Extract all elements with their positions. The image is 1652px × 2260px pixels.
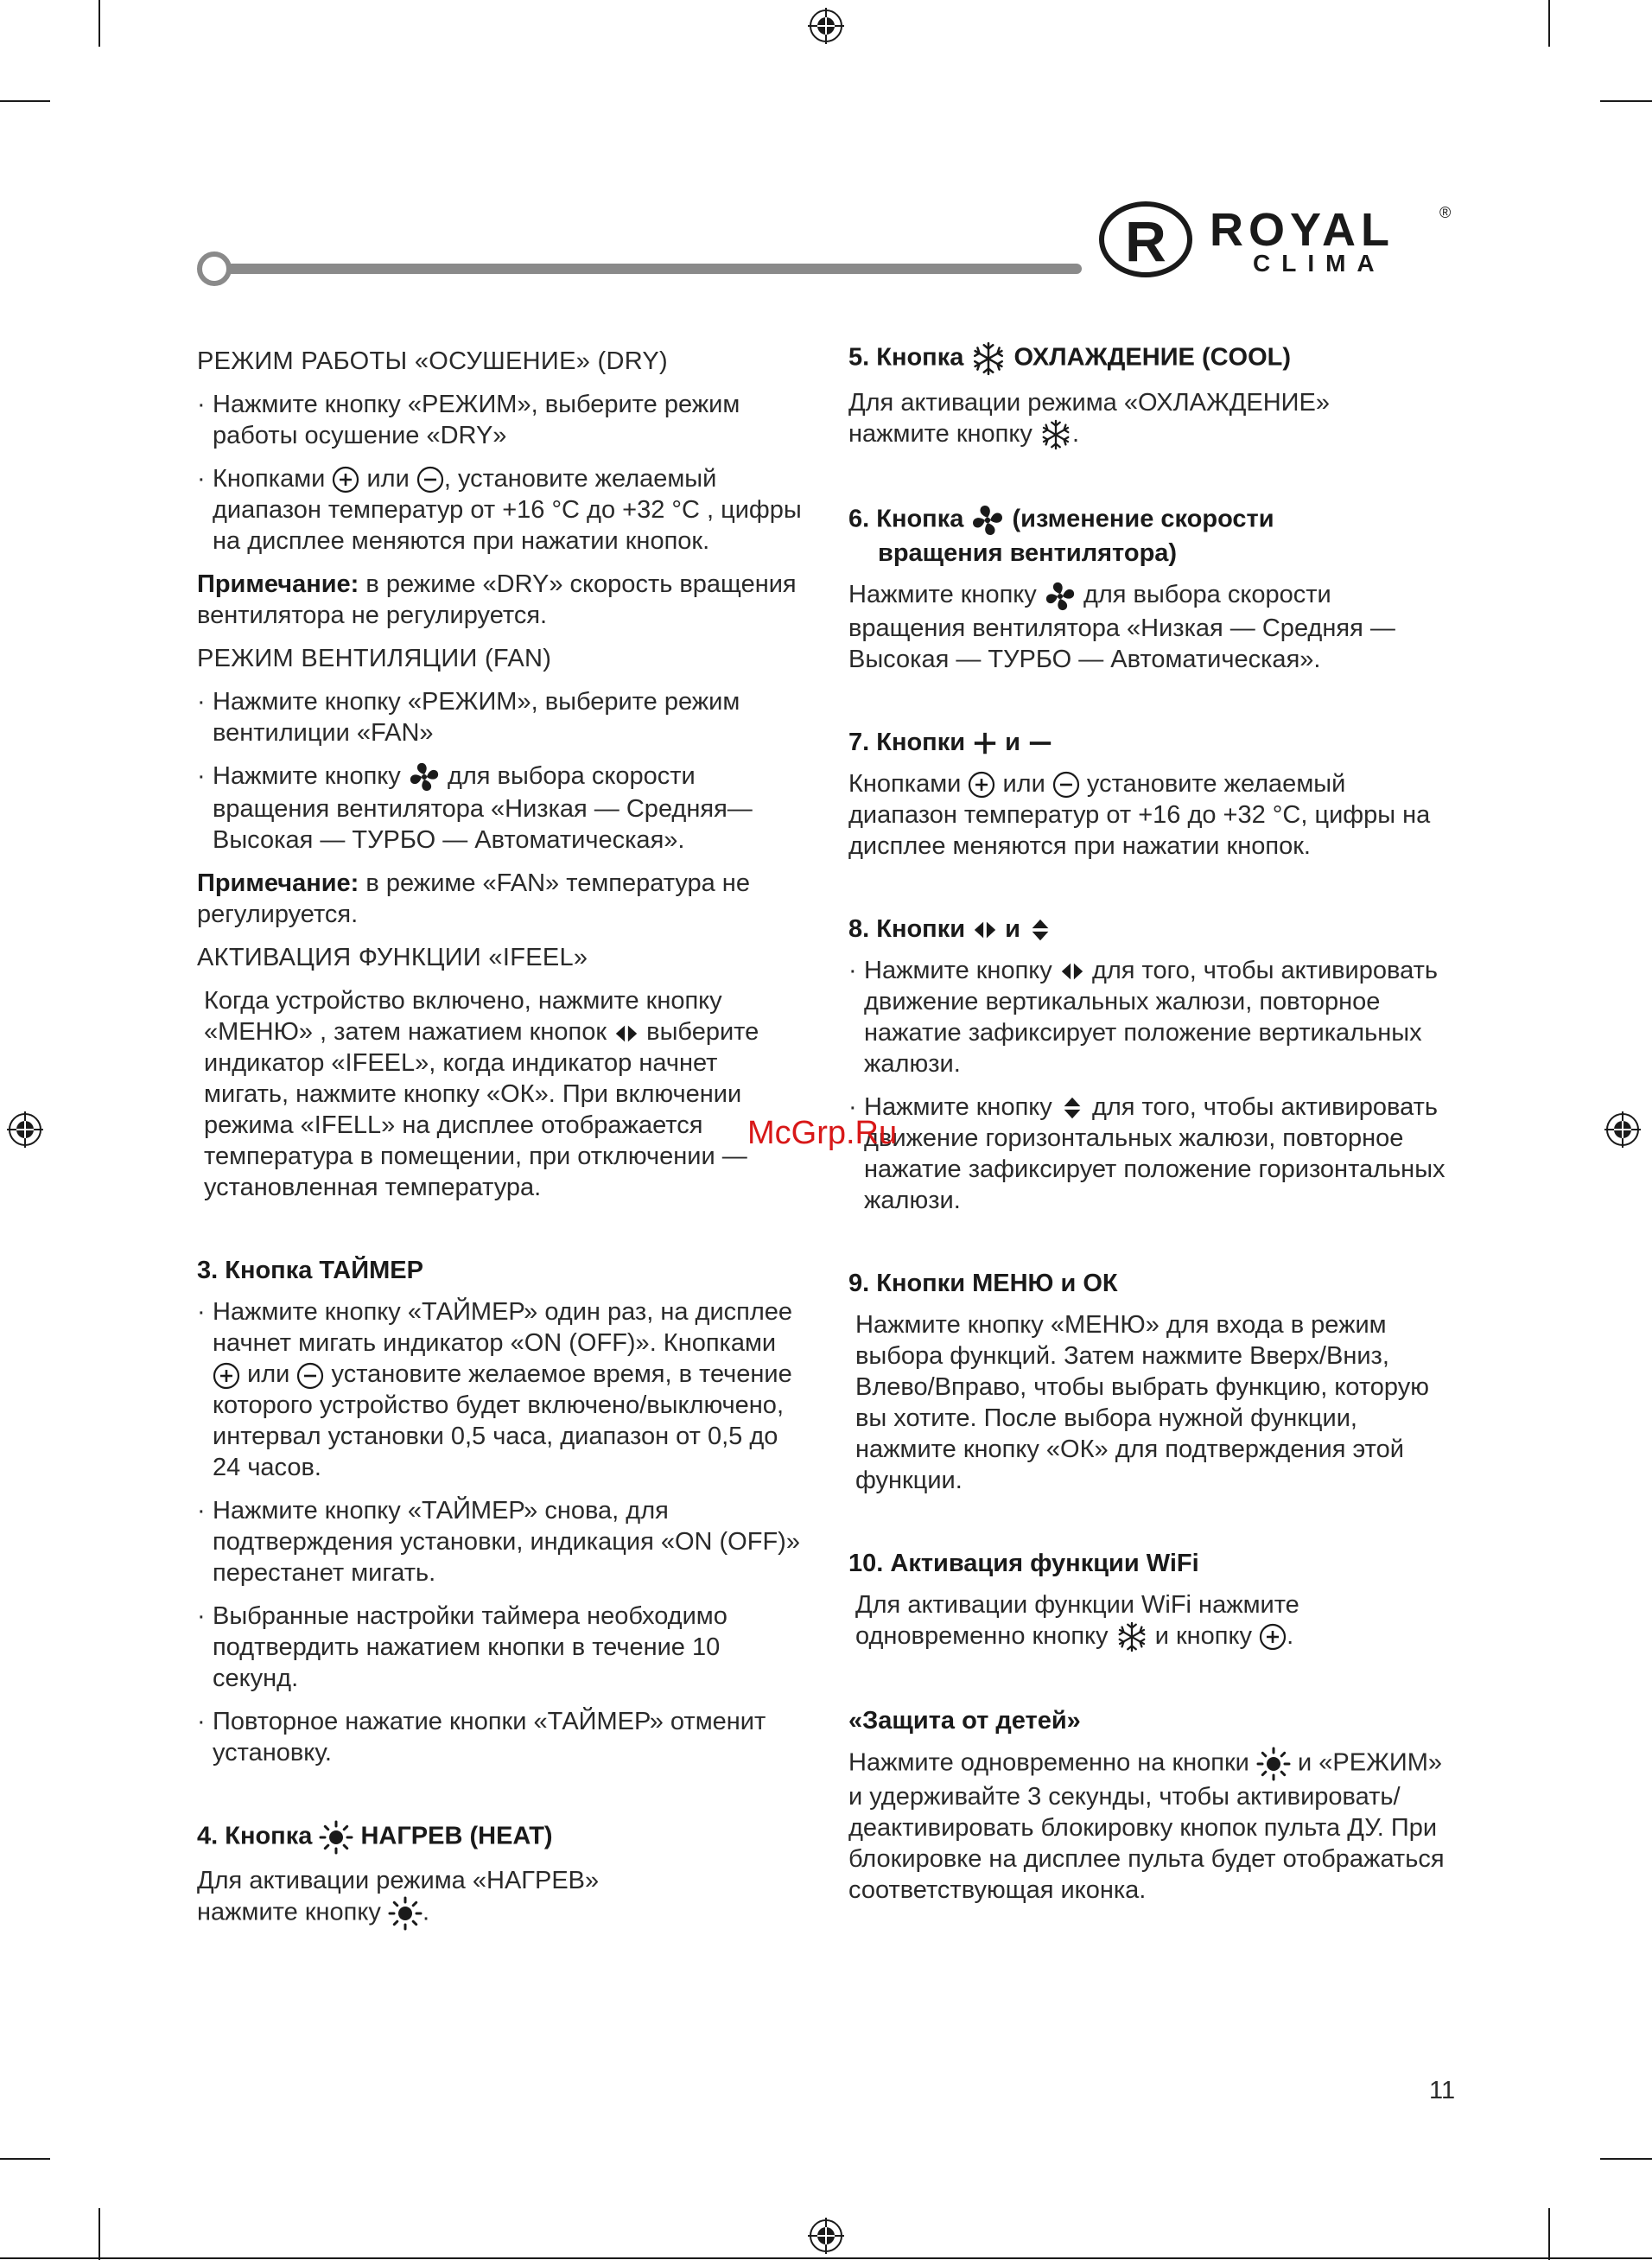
fan-bullet-1 (197, 686, 802, 748)
fan-note-label: Примечание: (197, 869, 359, 898)
child-lock-paragraph-post: и «РЕЖИМ» и удерживайте 3 секунды, чтобы активировать/деактивировать блокировку кнопок пульта ДУ. При блокировке на дисплее пульта будет отображаться соответствующая иконка. (848, 1748, 1445, 1905)
heat-paragraph-period: . (422, 1899, 429, 1926)
plus-minus-heading (848, 727, 1453, 758)
brand-logo (1099, 201, 1462, 278)
swing-bullet-2-pre: Нажмите кнопку (864, 1092, 1052, 1121)
sun-icon (388, 1896, 423, 1931)
fan-bullet-2-pre: Нажмите кнопку (213, 762, 401, 790)
fan-note-text: в режиме «FAN» температура не регулируется. (197, 869, 750, 929)
cool-paragraph-line2: нажмите кнопку (848, 420, 1032, 448)
heat-paragraph-line1: Для активации режима «НАГРЕВ» (197, 1867, 600, 1895)
dry-section-title: РЕЖИМ РАБОТЫ «ОСУШЕНИЕ» (DRY) (197, 347, 669, 375)
crop-mark-top-left-h (0, 100, 50, 102)
cool-paragraph-period: . (1071, 420, 1079, 448)
snowflake-icon (1115, 1620, 1148, 1653)
child-lock-paragraph (848, 1747, 1453, 1906)
heat-heading (197, 1820, 802, 1855)
fan-bullet-2 (197, 761, 802, 856)
left-column (197, 346, 802, 1943)
plus-minus-paragraph-or: или (1002, 769, 1045, 798)
wifi-paragraph-pre: Для активации функции WiFi нажмите одновременно кнопку (855, 1590, 1299, 1650)
swing-heading (848, 914, 1453, 945)
crop-mark-bottom-left-v (98, 2208, 100, 2260)
dry-bullet-2-pre: Кнопками (213, 465, 326, 493)
ifeel-section-title: АКТИВАЦИЯ ФУНКЦИИ «IFEEL» (197, 944, 588, 972)
plus-icon (972, 730, 998, 756)
timer-bullet-2-text: Нажмите кнопку «ТАЙМЕР» снова, для подтверждения установки, индикация «ON (OFF)» перестанет мигать. (213, 1497, 800, 1588)
crop-mark-top-right-h (1600, 100, 1652, 102)
minus-circle-icon (416, 466, 444, 493)
plus-circle-icon (1259, 1623, 1287, 1651)
fan-speed-heading-line2: вращения вентилятора) (878, 539, 1178, 568)
heat-heading-pre: 4. Кнопка (197, 1823, 313, 1850)
left-right-arrows-icon (613, 1021, 639, 1047)
ifeel-text-post: выберите индикатор «IFEEL», когда индикатор начнет мигать, нажмите кнопку «ОК». При включении режима «IFELL» на дисплее отображается температура в помещении, при отключении — установленная температура. (204, 1018, 759, 1202)
wifi-heading: 10. Активация функции WiFi (848, 1549, 1199, 1577)
timer-bullet-1-or: или (247, 1360, 290, 1389)
dry-bullet-2-or: или (366, 465, 410, 493)
timer-bullet-3-text: Выбранные настройки таймера необходимо подтвердить нажатием кнопки в течение 10 секунд. (213, 1602, 728, 1693)
ifeel-paragraph (197, 985, 802, 1203)
dry-bullet-2 (197, 463, 802, 557)
snowflake-icon (970, 341, 1007, 377)
timer-bullet-1 (197, 1296, 802, 1483)
menu-ok-paragraph: Нажмите кнопку «МЕНЮ» для входа в режим выбора функций. Затем нажмите Вверх/Вниз, Влево/Вправо, чтобы выбрать функцию, которую вы хотите. После выбора нужной функции, нажмите кнопку «ОК» для подтверждения этой функции. (855, 1310, 1429, 1494)
heat-heading-post: НАГРЕВ (HEAT) (360, 1823, 553, 1850)
heat-paragraph-line2: нажмите кнопку (197, 1899, 381, 1926)
crop-mark-bottom-right-h (1600, 2158, 1652, 2160)
timer-bullet-1-post: установите желаемое время, в течение которого устройство будет включено/выключено, интервал установки 0,5 часа, диапазон от 0,5 до 24 часов. (213, 1360, 792, 1482)
timer-bullet-2 (197, 1495, 802, 1588)
minus-circle-icon (1052, 771, 1080, 799)
fan-speed-heading-post: (изменение скорости (1012, 506, 1274, 533)
fan-bullet-1-text: Нажмите кнопку «РЕЖИМ», выберите режим вентилиции «FAN» (213, 688, 740, 747)
left-right-arrows-icon (972, 917, 998, 943)
fan-note (197, 868, 802, 930)
bottom-edge-line (0, 2257, 1652, 2259)
plus-circle-icon (332, 466, 359, 493)
plus-minus-heading-pre: 7. Кнопки (848, 728, 966, 756)
crop-mark-bottom-right-v (1548, 2208, 1550, 2260)
timer-bullet-3 (197, 1601, 802, 1694)
minus-circle-icon (296, 1362, 324, 1390)
wifi-paragraph-period: . (1287, 1621, 1294, 1650)
fan-icon (408, 761, 441, 793)
registration-mark-top (806, 6, 846, 46)
fan-speed-heading (848, 503, 1453, 569)
swing-bullet-1-post: для того, чтобы активировать движение вертикальных жалюзи, повторное нажатие зафиксирует положение вертикальных жалюзи. (864, 956, 1438, 1078)
plus-circle-icon (213, 1362, 240, 1390)
swing-bullet-2 (848, 1092, 1453, 1216)
plus-circle-icon (968, 771, 995, 799)
swing-bullet-1 (848, 955, 1453, 1079)
plus-minus-paragraph-pre: Кнопками (848, 769, 962, 798)
child-lock-heading: «Защита от детей» (848, 1707, 1081, 1735)
fan-speed-paragraph (848, 579, 1453, 674)
cool-heading-pre: 5. Кнопка (848, 343, 964, 372)
dry-note (197, 569, 802, 631)
registration-mark-right (1603, 1110, 1642, 1149)
header-bar (226, 264, 1082, 274)
dry-bullet-1 (197, 389, 802, 451)
fan-speed-heading-pre: 6. Кнопка (848, 506, 964, 533)
sun-icon (1256, 1747, 1291, 1781)
fan-section-title: РЕЖИМ ВЕНТИЛЯЦИИ (FAN) (197, 645, 552, 672)
watermark: McGrp.Ru (747, 1115, 898, 1151)
fan-icon (970, 503, 1005, 538)
plus-minus-paragraph (848, 768, 1453, 862)
svg-text:R: R (1125, 209, 1166, 273)
timer-bullet-1-pre: Нажмите кнопку «ТАЙМЕР» один раз, на дисплее начнет мигать индикатор «ON (OFF)». Кнопками (213, 1298, 793, 1358)
crop-mark-top-left-v (98, 0, 100, 47)
dry-note-label: Примечание: (197, 570, 359, 598)
registration-mark-left (5, 1110, 45, 1149)
dry-bullet-1-text: Нажмите кнопку «РЕЖИМ», выберите режим работы осушение «DRY» (213, 391, 740, 449)
dry-note-text: в режиме «DRY» скорость вращения вентилятора не регулируется. (197, 570, 797, 629)
timer-heading: 3. Кнопка ТАЙМЕР (197, 1257, 423, 1285)
sun-icon (319, 1820, 353, 1855)
crop-mark-top-right-v (1548, 0, 1550, 47)
menu-ok-heading: 9. Кнопки МЕНЮ и ОК (848, 1269, 1118, 1297)
minus-icon (1027, 730, 1053, 756)
swing-bullet-1-pre: Нажмите кнопку (864, 956, 1052, 984)
fan-speed-paragraph-pre: Нажмите кнопку (848, 581, 1037, 609)
swing-heading-and: и (1005, 914, 1020, 943)
fan-icon (1044, 580, 1077, 613)
up-down-arrows-icon (1059, 1095, 1085, 1121)
heat-paragraph (197, 1865, 802, 1931)
brand-name-bottom: CLIMA (1253, 250, 1386, 277)
up-down-arrows-icon (1027, 917, 1053, 943)
cool-heading (848, 341, 1453, 377)
swing-heading-pre: 8. Кнопки (848, 914, 966, 943)
brand-name-top: ROYAL (1210, 204, 1395, 256)
wifi-paragraph-mid: и кнопку (1154, 1621, 1252, 1650)
registration-mark-bottom (806, 2216, 846, 2256)
brand-logo-icon (1099, 201, 1194, 278)
plus-minus-paragraph-post: установите желаемый диапазон температур от +16 до +32 °C, цифры на дисплее меняются при нажатии кнопок. (848, 769, 1431, 860)
snowflake-icon (1039, 418, 1072, 451)
fan-bullet-2-post: для выбора скорости вращения вентилятора «Низкая — Средняя— Высокая — ТУРБО — Автоматическая». (213, 762, 753, 855)
timer-bullet-4-text: Повторное нажатие кнопки «ТАЙМЕР» отменит установку. (213, 1708, 766, 1767)
fan-speed-paragraph-post: для выбора скорости вращения вентилятора «Низкая — Средняя — Высокая — ТУРБО — Автоматическая». (848, 581, 1395, 673)
swing-bullet-2-post: для того, чтобы активировать движение горизонтальных жалюзи, повторное нажатие зафиксирует положение горизонтальных жалюзи. (864, 1092, 1446, 1214)
cool-paragraph (848, 387, 1453, 451)
crop-mark-bottom-left-h (0, 2158, 50, 2160)
ifeel-text-pre: Когда устройство включено, нажмите кнопку «МЕНЮ» , затем нажатием кнопок (204, 987, 722, 1047)
left-right-arrows-icon (1059, 958, 1085, 984)
page-number: 11 (1429, 2077, 1456, 2104)
wifi-paragraph (848, 1589, 1453, 1653)
brand-registered: ® (1439, 204, 1452, 221)
plus-minus-heading-and: и (1005, 728, 1020, 756)
cool-paragraph-line1: Для активации режима «ОХЛАЖДЕНИЕ» (848, 389, 1330, 417)
dry-bullet-2-post: , установите желаемый диапазон температур от +16 °C до +32 °C , цифры на дисплее меняются при нажатии кнопок. (213, 465, 802, 555)
cool-heading-post: ОХЛАЖДЕНИЕ (COOL) (1013, 343, 1292, 372)
timer-bullet-4 (197, 1706, 802, 1768)
child-lock-paragraph-pre: Нажмите одновременно на кнопки (848, 1748, 1249, 1777)
right-column (848, 341, 1453, 1918)
